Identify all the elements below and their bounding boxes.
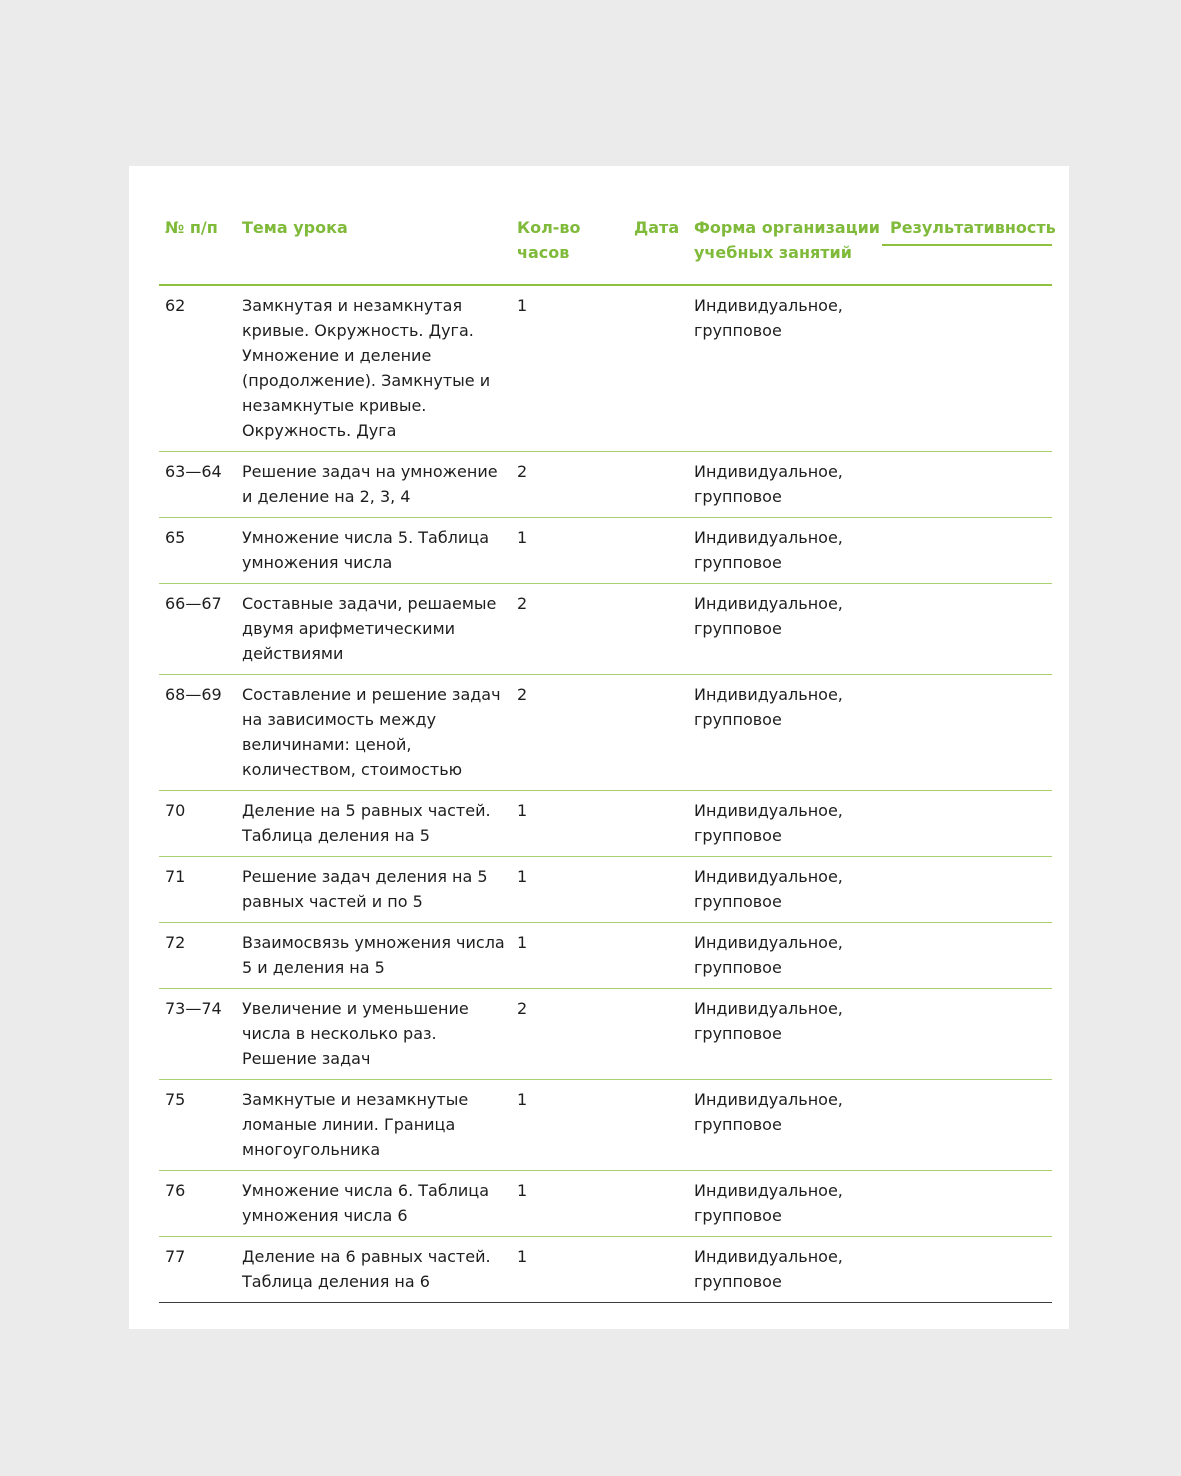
cell-date	[634, 459, 694, 509]
cell-topic: Взаимосвязь умножения числа 5 и деления на 5	[242, 933, 505, 977]
table-row	[159, 923, 1052, 989]
cell-hours: 2	[517, 999, 528, 1018]
lesson-plan-table	[159, 208, 1056, 1303]
cell-date	[634, 1087, 694, 1162]
header-topic: Тема урока	[242, 218, 348, 237]
cell-result	[878, 525, 1052, 575]
table-row	[159, 989, 1052, 1080]
cell-topic: Увеличение и уменьшение числа в несколько раз. Решение задач	[242, 999, 469, 1068]
cell-result	[878, 1178, 1052, 1228]
cell-num: 73—74	[165, 999, 222, 1018]
table-row	[159, 584, 1052, 675]
table-body	[159, 286, 1052, 1303]
cell-result	[878, 1087, 1052, 1162]
header-num: № п/п	[165, 218, 218, 237]
cell-result	[878, 682, 1052, 782]
cell-num: 76	[165, 1181, 186, 1200]
cell-date	[634, 293, 694, 443]
cell-num: 75	[165, 1090, 186, 1109]
cell-date	[634, 996, 694, 1071]
cell-hours: 1	[517, 1181, 528, 1200]
cell-result	[878, 591, 1052, 666]
cell-num: 68—69	[165, 685, 222, 704]
document-page	[129, 166, 1069, 1329]
cell-num: 62	[165, 296, 186, 315]
cell-num: 72	[165, 933, 186, 952]
cell-form: Индивидуальное, групповое	[694, 685, 843, 729]
table-row	[159, 286, 1052, 452]
cell-form: Индивидуальное, групповое	[694, 1247, 843, 1291]
cell-form: Индивидуальное, групповое	[694, 867, 843, 911]
cell-num: 70	[165, 801, 186, 820]
cell-topic: Замкнутые и незамкнутые ломаные линии. Граница многоугольника	[242, 1090, 469, 1159]
cell-topic: Замкнутая и незамкнутая кривые. Окружность. Дуга. Умножение и деление (продолжение). Замкнутые и незамкнутые кривые. Окружность. Дуга	[242, 296, 491, 440]
table-row	[159, 675, 1052, 791]
cell-date	[634, 1244, 694, 1294]
table-row	[159, 1080, 1052, 1171]
cell-hours: 1	[517, 801, 528, 820]
cell-form: Индивидуальное, групповое	[694, 528, 843, 572]
cell-num: 63—64	[165, 462, 222, 481]
cell-date	[634, 682, 694, 782]
cell-hours: 1	[517, 528, 528, 547]
cell-topic: Составные задачи, решаемые двумя арифметическими действиями	[242, 594, 497, 663]
cell-form: Индивидуальное, групповое	[694, 296, 843, 340]
cell-hours: 2	[517, 462, 528, 481]
cell-topic: Деление на 5 равных частей. Таблица деления на 5	[242, 801, 491, 845]
cell-result	[878, 996, 1052, 1071]
header-form: Форма организации учебных занятий	[694, 218, 880, 262]
cell-form: Индивидуальное, групповое	[694, 933, 843, 977]
table-header	[159, 208, 1056, 286]
table-row	[159, 1171, 1052, 1237]
cell-date	[634, 864, 694, 914]
cell-topic: Решение задач на умножение и деление на 2, 3, 4	[242, 462, 498, 506]
cell-result	[878, 459, 1052, 509]
cell-result	[878, 798, 1052, 848]
cell-form: Индивидуальное, групповое	[694, 462, 843, 506]
cell-hours: 1	[517, 1247, 528, 1266]
cell-result	[878, 930, 1052, 980]
cell-form: Индивидуальное, групповое	[694, 594, 843, 638]
cell-form: Индивидуальное, групповое	[694, 801, 843, 845]
cell-hours: 2	[517, 594, 528, 613]
cell-topic: Умножение числа 5. Таблица умножения числа	[242, 528, 489, 572]
cell-result	[878, 864, 1052, 914]
cell-hours: 2	[517, 685, 528, 704]
cell-num: 66—67	[165, 594, 222, 613]
header-result: Результативность	[882, 215, 1052, 246]
cell-hours: 1	[517, 867, 528, 886]
table-row	[159, 1237, 1052, 1303]
cell-result	[878, 293, 1052, 443]
cell-hours: 1	[517, 1090, 528, 1109]
cell-form: Индивидуальное, групповое	[694, 1090, 843, 1134]
cell-hours: 1	[517, 296, 528, 315]
cell-num: 77	[165, 1247, 186, 1266]
table-row	[159, 452, 1052, 518]
cell-topic: Деление на 6 равных частей. Таблица деления на 6	[242, 1247, 491, 1291]
cell-num: 71	[165, 867, 186, 886]
cell-date	[634, 1178, 694, 1228]
cell-form: Индивидуальное, групповое	[694, 1181, 843, 1225]
cell-topic: Умножение числа 6. Таблица умножения числа 6	[242, 1181, 489, 1225]
cell-num: 65	[165, 528, 186, 547]
cell-form: Индивидуальное, групповое	[694, 999, 843, 1043]
cell-date	[634, 525, 694, 575]
cell-date	[634, 930, 694, 980]
cell-topic: Составление и решение задач на зависимость между величинами: ценой, количеством, стоимостью	[242, 685, 501, 779]
cell-topic: Решение задач деления на 5 равных частей и по 5	[242, 867, 488, 911]
table-row	[159, 791, 1052, 857]
cell-result	[878, 1244, 1052, 1294]
cell-date	[634, 591, 694, 666]
cell-date	[634, 798, 694, 848]
table-row	[159, 518, 1052, 584]
header-hours: Кол-во часов	[517, 218, 581, 262]
cell-hours: 1	[517, 933, 528, 952]
header-date: Дата	[634, 218, 680, 237]
table-row	[159, 857, 1052, 923]
